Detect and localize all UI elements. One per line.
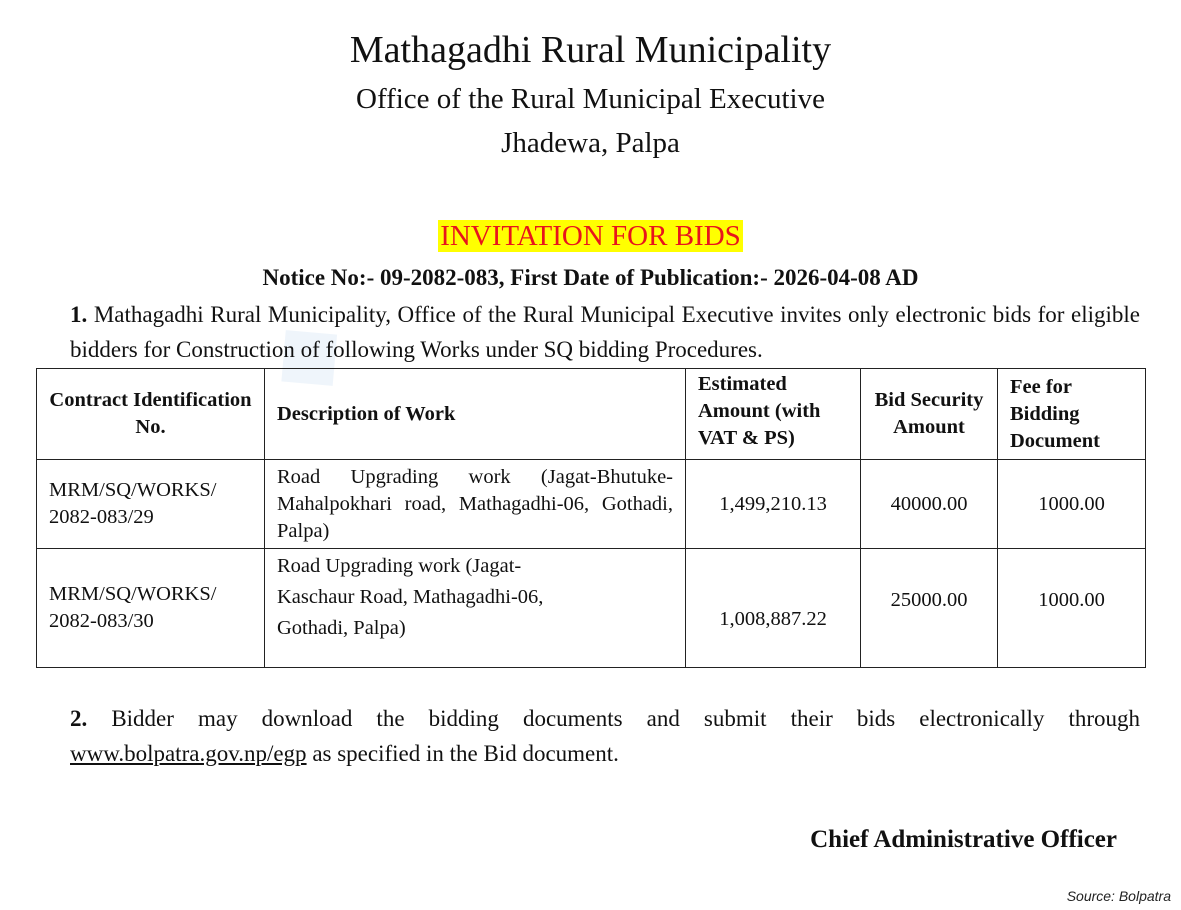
source-credit: Source: Bolpatra (1066, 888, 1171, 904)
bid-security: 40000.00 (861, 460, 998, 549)
paragraph-text: Mathagadhi Rural Municipality, Office of the Rural Municipal Executive invites only electronic bids for eligible bidders for Construction of following Works under SQ bidding Procedures. (70, 302, 1140, 362)
contract-id: MRM/SQ/WORKS/ 2082-083/30 (37, 549, 265, 668)
notice-line: Notice No:- 09-2082-083, First Date of Publication:- 2026-04-08 AD (262, 265, 919, 290)
work-description: Road Upgrading work (Jagat-Kaschaur Road, Mathagadhi-06, Gothadi, Palpa) (265, 549, 686, 668)
table-header-row (37, 369, 1146, 460)
watermark: ◆ (246, 292, 364, 414)
header-fee: Fee for Bidding Document (998, 369, 1146, 460)
header-bid-security: Bid Security Amount (861, 369, 998, 460)
contract-id: MRM/SQ/WORKS/ 2082-083/29 (37, 460, 265, 549)
paragraph-2 (70, 701, 1140, 771)
document-heading (0, 220, 1181, 253)
table-row (37, 460, 1146, 549)
office-location: Jhadewa, Palpa (501, 127, 680, 159)
estimated-amount: 1,008,887.22 (686, 549, 861, 668)
header-estimated-amount: Estimated Amount (with VAT & PS) (686, 369, 861, 460)
works-table (36, 368, 1146, 668)
table-row (37, 549, 1146, 668)
paragraph-text: Bidder may download the bidding documents and submit their bids electronically through (111, 706, 1141, 731)
header-description: Description of Work (265, 369, 686, 460)
bolpatra-link[interactable]: www.bolpatra.gov.np/egp (70, 741, 307, 766)
work-description: Road Upgrading work (Jagat-Bhutuke-Mahalpokhari road, Mathagadhi-06, Gothadi, Palpa) (265, 460, 686, 549)
paragraph-1 (70, 297, 1140, 367)
estimated-amount: 1,499,210.13 (686, 460, 861, 549)
bidding-fee: 1000.00 (998, 549, 1146, 668)
paragraph-number: 2. (70, 706, 88, 731)
heading-text: INVITATION FOR BIDS (440, 220, 741, 252)
header-contract-id: Contract Identification No. (37, 369, 265, 460)
signature-title: Chief Administrative Officer (810, 826, 1117, 853)
municipality-title: Mathagadhi Rural Municipality (349, 29, 832, 71)
bid-security: 25000.00 (861, 549, 998, 668)
bidding-fee: 1000.00 (998, 460, 1146, 549)
paragraph-number: 1. (70, 302, 88, 327)
office-name: Office of the Rural Municipal Executive (356, 83, 825, 115)
paragraph-tail: as specified in the Bid document. (312, 741, 619, 766)
